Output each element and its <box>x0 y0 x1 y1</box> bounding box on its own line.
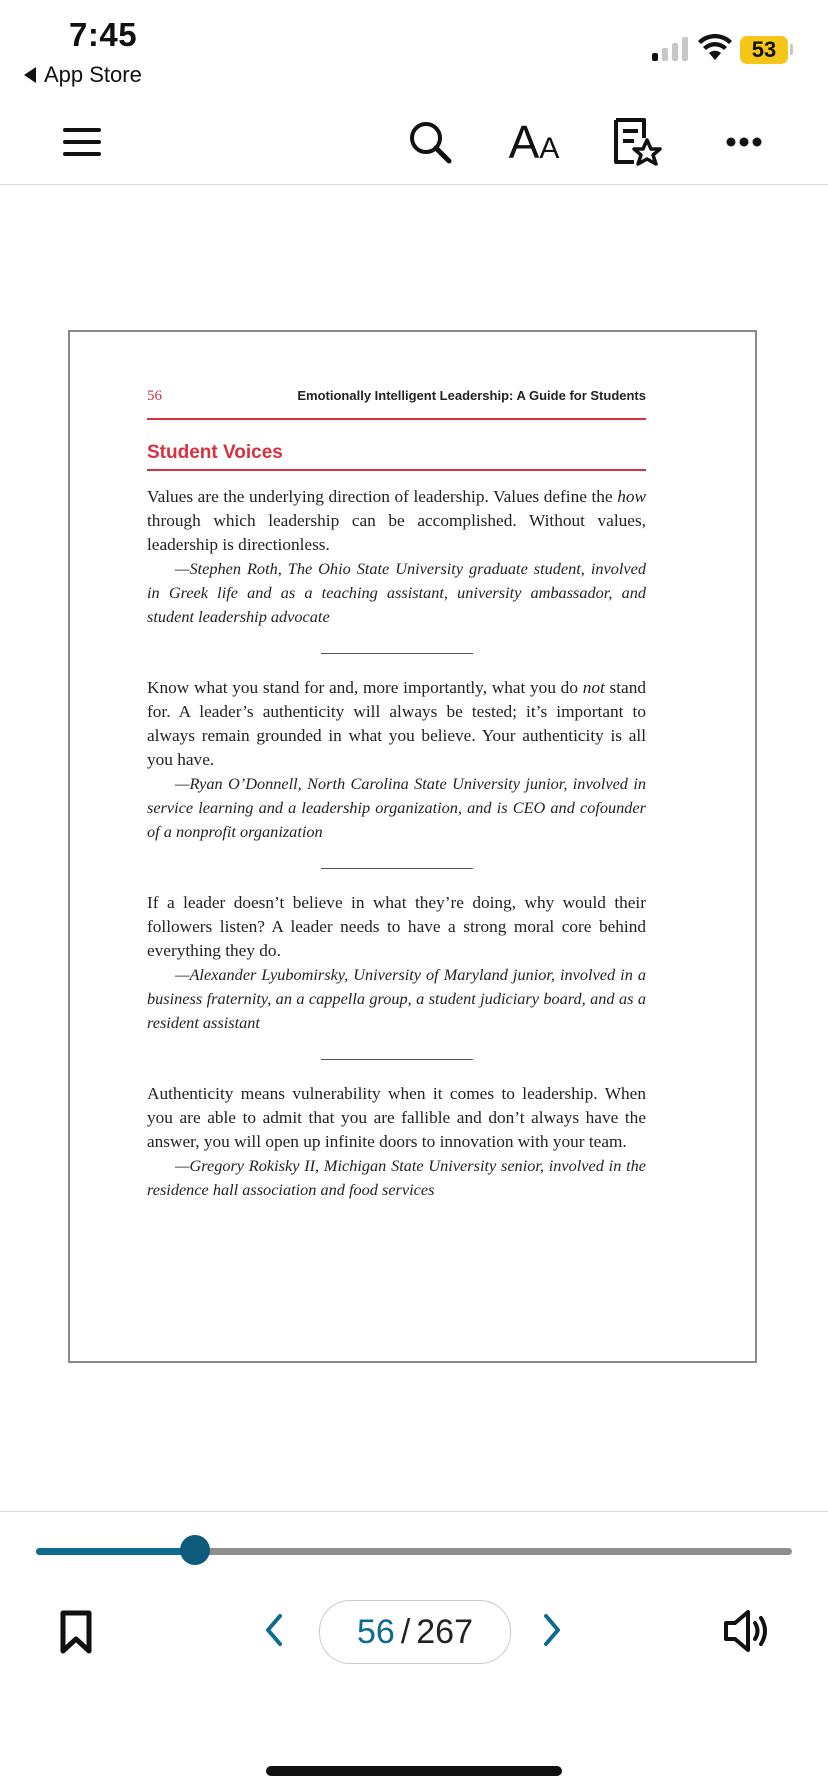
search-icon <box>407 119 453 165</box>
battery-cap <box>790 44 793 55</box>
book-page-content <box>147 388 646 1202</box>
current-page: 56 <box>356 1612 395 1651</box>
back-triangle-icon <box>24 67 36 83</box>
page-separator: / <box>400 1612 411 1651</box>
speaker-icon <box>722 1608 772 1654</box>
quote-text: Values are the underlying direction of leadership. Values define the how through which leadership can be accomplished. Without values, leadership is directionless. <box>147 487 646 554</box>
read-aloud-button[interactable] <box>722 1608 772 1659</box>
font-size-icon: AA <box>508 116 560 168</box>
clock: 7:45 <box>69 16 138 53</box>
section-title: Student Voices <box>147 442 646 471</box>
running-head <box>147 388 646 420</box>
slider-fill <box>36 1548 195 1555</box>
quote-text: If a leader doesn’t believe in what they’re doing, why would their followers listen? A leader needs to have a strong moral core behind everything they do. <box>147 893 646 960</box>
font-settings-button[interactable] <box>504 112 564 172</box>
back-to-app-store-button[interactable] <box>24 62 142 88</box>
quote-text: Know what you stand for and, more importantly, what you do not stand for. A leader’s authenticity will always be tested; it’s important to always remain grounded in what you believe. Your authenticity is all you have. <box>147 678 646 769</box>
bookmark-button[interactable] <box>60 1610 92 1659</box>
total-pages: 267 <box>416 1612 473 1651</box>
notes-button[interactable] <box>606 112 666 172</box>
next-page-button[interactable] <box>540 1610 566 1655</box>
reader-toolbar <box>0 100 828 185</box>
home-indicator[interactable] <box>266 1766 562 1776</box>
printed-page-number: 56 <box>147 388 162 404</box>
quote-attribution: —Alexander Lyubomirsky, University of Maryland junior, involved in a business fraternity, an a cappella group, a student judiciary board, and as a resident assistant <box>147 965 646 1032</box>
chevron-left-icon <box>260 1610 286 1650</box>
page-progress-slider[interactable] <box>36 1546 792 1556</box>
back-label: App Store <box>44 62 142 87</box>
battery-level: 53 <box>740 36 788 64</box>
previous-page-button[interactable] <box>260 1610 286 1655</box>
bottom-divider <box>0 1511 828 1512</box>
menu-icon <box>63 126 101 158</box>
quote-separator <box>321 653 473 654</box>
chevron-right-icon <box>540 1610 566 1650</box>
menu-button[interactable] <box>52 112 112 172</box>
quote-separator <box>321 1059 473 1060</box>
bookmark-icon <box>60 1610 92 1654</box>
quote-attribution: —Ryan O’Donnell, North Carolina State University junior, involved in service learning and a leadership organization, and is CEO and cofounder of a nonprofit organization <box>147 774 646 841</box>
page-indicator[interactable] <box>319 1600 511 1664</box>
more-icon <box>726 137 762 147</box>
quote-text: Authenticity means vulnerability when it comes to leadership. When you are able to admit that you are fallible and don’t always have the answer, you will open up infinite doors to innovation with your team. <box>147 1084 646 1151</box>
quote-attribution: —Stephen Roth, The Ohio State University graduate student, involved in Greek life and as a teaching assistant, university ambassador, and student leadership advocate <box>147 559 646 626</box>
running-title: Emotionally Intelligent Leadership: A Guide for Students <box>297 388 646 403</box>
more-options-button[interactable] <box>714 112 774 172</box>
notes-star-icon <box>610 116 662 168</box>
cellular-signal-icon <box>652 37 688 61</box>
wifi-icon <box>698 34 732 62</box>
quote-separator <box>321 868 473 869</box>
slider-thumb[interactable] <box>180 1535 210 1565</box>
status-bar <box>0 0 828 100</box>
quote-attribution: —Gregory Rokisky II, Michigan State University senior, involved in the residence hall association and food services <box>147 1156 646 1199</box>
search-button[interactable] <box>400 112 460 172</box>
